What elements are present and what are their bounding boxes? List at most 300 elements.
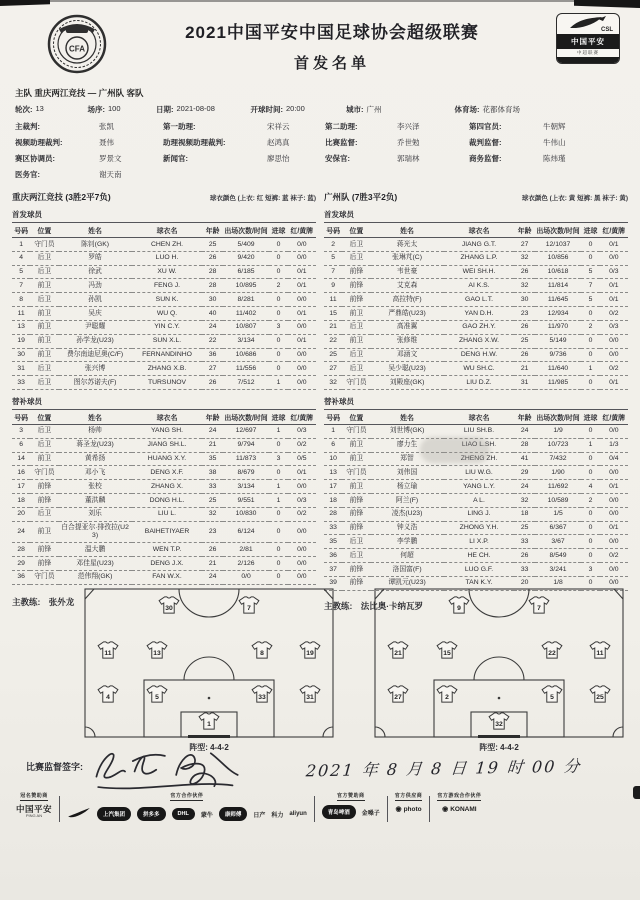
player-cell: 凌杰(U23)	[371, 507, 444, 521]
jersey-11	[589, 641, 611, 659]
player-cell: ZHANG X.	[132, 480, 203, 494]
player-cell: 0	[269, 348, 287, 362]
player-cell: 27	[202, 362, 222, 376]
player-row	[324, 563, 628, 577]
player-cell: LIU D.Z.	[444, 376, 515, 390]
team-columns	[12, 191, 628, 612]
player-cell: FERNANDINHO	[132, 348, 203, 362]
player-cell: 3/134	[223, 480, 270, 494]
player-row	[324, 251, 628, 265]
player-cell: 0/0	[600, 424, 628, 438]
player-cell: GAO L.T.	[444, 293, 515, 307]
player-cell: 0/0	[288, 543, 316, 557]
player-row	[12, 543, 316, 557]
player-cell: SUN X.L.	[132, 334, 203, 348]
player-cell: 4	[581, 480, 599, 494]
player-cell: 0	[581, 507, 599, 521]
away-coach-name: 法比奥·卡纳瓦罗	[360, 600, 424, 611]
field-value: 花都体育场	[482, 105, 520, 114]
player-cell: 11/645	[535, 293, 582, 307]
svg-text:11: 11	[596, 649, 604, 657]
player-cell: 0/0	[288, 376, 316, 390]
player-cell: 1	[269, 480, 287, 494]
player-cell: 12/1037	[535, 238, 582, 252]
player-cell: 1	[581, 362, 599, 376]
field-value: 谢天南	[99, 170, 122, 179]
player-cell: 守门员	[342, 424, 370, 438]
jersey-9	[448, 596, 470, 614]
player-cell: 0	[581, 466, 599, 480]
svg-text:15: 15	[442, 649, 451, 657]
player-cell: 刘殿座(GK)	[371, 376, 444, 390]
jersey-2	[436, 685, 458, 703]
jersey-11	[97, 641, 119, 659]
player-cell: 36	[12, 570, 30, 584]
field-value: 牛朝辉	[543, 122, 566, 131]
svg-text:32: 32	[495, 720, 503, 728]
player-row	[324, 521, 628, 535]
player-cell: 9/794	[223, 438, 270, 452]
player-cell: 前锋	[342, 521, 370, 535]
sponsor-logo-中国平安: 中国平安 PING AN	[16, 804, 53, 819]
player-cell: LIAO L.SH.	[444, 438, 515, 452]
player-cell: 9	[324, 279, 342, 293]
player-cell: 0/0	[223, 570, 270, 584]
player-cell: 27	[514, 238, 534, 252]
player-cell: 0/1	[600, 521, 628, 535]
player-cell: 10/830	[223, 507, 270, 521]
field-value: 2021-08-08	[176, 104, 215, 113]
field-label: 场序:	[87, 105, 105, 114]
player-cell: 1/90	[535, 466, 582, 480]
svg-text:9: 9	[457, 605, 461, 613]
player-row	[12, 265, 316, 279]
player-cell: 0	[581, 549, 599, 563]
player-row	[12, 307, 316, 321]
player-cell: 0/0	[288, 320, 316, 334]
player-cell: 25	[514, 334, 534, 348]
field-label: 安保官:	[325, 154, 350, 163]
player-cell: 图尔苏诺夫(F)	[59, 376, 132, 390]
player-cell: 0/0	[600, 494, 628, 508]
player-cell: FAN W.X.	[132, 570, 203, 584]
player-cell: 张校	[59, 480, 132, 494]
player-cell: 22	[324, 334, 342, 348]
player-row	[12, 293, 316, 307]
sponsor-logo-日产: 日产	[253, 812, 266, 819]
player-cell: 邓佳星(U23)	[59, 557, 132, 571]
player-cell: 孙凯	[59, 293, 132, 307]
player-cell: 26	[202, 376, 222, 390]
player-cell: 0/0	[288, 293, 316, 307]
player-cell: 邓涵文	[371, 348, 444, 362]
player-cell: 蒋光太	[371, 238, 444, 252]
away-subs-title: 替补球员	[324, 396, 354, 406]
player-cell: 0	[581, 334, 599, 348]
player-cell: 0/5	[288, 452, 316, 466]
player-cell: 守门员	[342, 376, 370, 390]
player-row	[324, 362, 628, 376]
player-row	[12, 251, 316, 265]
field-value: 聂伟	[99, 138, 114, 147]
player-cell: 艾克森	[371, 279, 444, 293]
player-cell: 28	[324, 507, 342, 521]
player-cell: 17	[324, 480, 342, 494]
field-label: 主裁判:	[15, 122, 40, 131]
player-cell: 0/3	[600, 265, 628, 279]
player-cell: 10/895	[223, 279, 270, 293]
field-label: 视频助理裁判:	[15, 138, 63, 147]
player-cell: CHEN ZH.	[132, 238, 203, 252]
player-cell: 29	[12, 557, 30, 571]
jersey-5	[541, 685, 563, 703]
player-cell: 30	[12, 348, 30, 362]
player-cell: 24	[202, 570, 222, 584]
player-cell: 张兴博	[59, 362, 132, 376]
player-cell: 吴少聪(U23)	[371, 362, 444, 376]
player-cell: TAN K.Y.	[444, 576, 515, 590]
player-cell: 0	[581, 576, 599, 590]
player-cell: 8/549	[535, 549, 582, 563]
sponsor-logo-aliyun: aliyun	[289, 811, 307, 817]
player-cell: 后卫	[342, 320, 370, 334]
player-cell: LING J.	[444, 507, 515, 521]
player-cell: ZHANG X.W.	[444, 334, 515, 348]
player-cell: 2/81	[223, 543, 270, 557]
player-cell: 0/0	[288, 557, 316, 571]
player-cell: 6/367	[535, 521, 582, 535]
player-cell: 2/126	[223, 557, 270, 571]
player-cell: 5	[581, 265, 599, 279]
player-cell: SUN K.	[132, 293, 203, 307]
svg-text:21: 21	[393, 649, 402, 657]
player-cell: 1/5	[535, 507, 582, 521]
player-cell: 26	[202, 543, 222, 557]
player-cell: 11	[12, 307, 30, 321]
player-cell: 5	[324, 251, 342, 265]
player-row	[12, 362, 316, 376]
player-cell: 前卫	[30, 348, 58, 362]
player-cell: 0/0	[288, 348, 316, 362]
player-cell: JIANG SH.L.	[132, 438, 203, 452]
sponsor-group	[395, 792, 423, 813]
player-cell: 前锋	[342, 563, 370, 577]
sponsor-group	[322, 792, 380, 819]
player-row	[324, 535, 628, 549]
player-cell: 0/1	[600, 279, 628, 293]
cfa-text: CFA	[69, 44, 85, 54]
player-cell: 守门员	[30, 570, 58, 584]
player-cell: 郑智	[371, 452, 444, 466]
player-cell: 30	[514, 293, 534, 307]
player-cell: 0/1	[288, 334, 316, 348]
sponsor-divider	[314, 796, 315, 822]
player-row	[324, 480, 628, 494]
player-cell: YAN D.H.	[444, 307, 515, 321]
player-cell: 0	[581, 535, 599, 549]
sponsor-strip	[0, 792, 640, 823]
player-cell: 28	[202, 279, 222, 293]
player-cell: 0/3	[288, 424, 316, 438]
player-cell: 前卫	[342, 307, 370, 321]
player-row	[12, 480, 316, 494]
player-cell: 前锋	[30, 480, 58, 494]
player-cell: 0	[581, 376, 599, 390]
player-cell: 6	[12, 438, 30, 452]
player-cell: 33	[514, 563, 534, 577]
player-cell: 0	[581, 307, 599, 321]
player-cell: 阿兰(F)	[371, 494, 444, 508]
field-label: 商务监督:	[469, 154, 502, 163]
jersey-22	[541, 641, 563, 659]
player-row	[12, 238, 316, 252]
coach-label: 主教练:	[324, 600, 353, 611]
player-cell: 谭凯元(U23)	[371, 576, 444, 590]
player-row	[12, 424, 316, 438]
player-cell: TURSUNOV	[132, 376, 203, 390]
jersey-7	[528, 596, 550, 614]
jersey-15	[436, 641, 458, 659]
player-cell: 后卫	[342, 238, 370, 252]
home-team-column	[12, 191, 316, 612]
player-cell: 36	[324, 549, 342, 563]
sponsor-divider	[387, 796, 388, 822]
player-cell: 1	[324, 424, 342, 438]
player-cell: 前锋	[342, 279, 370, 293]
player-cell: ZHANG L.P.	[444, 251, 515, 265]
player-row	[324, 549, 628, 563]
sponsor-logo-金嗓子: 金嗓子	[361, 810, 380, 817]
jersey-33	[251, 685, 273, 703]
player-cell: 28	[202, 265, 222, 279]
player-cell: 杨帅	[59, 424, 132, 438]
player-cell: 吴庆	[59, 307, 132, 321]
player-cell: 0/2	[600, 307, 628, 321]
field-label: 城市:	[346, 105, 364, 114]
player-cell: 2	[324, 238, 342, 252]
player-cell: LIU SH.B.	[444, 424, 515, 438]
player-cell: 严鼎皓(U23)	[371, 307, 444, 321]
player-cell: 0	[581, 521, 599, 535]
player-cell: WEI SH.H.	[444, 265, 515, 279]
sponsor-logo-青岛啤酒: 青岛啤酒	[322, 805, 356, 819]
player-cell: 温大鹏	[59, 543, 132, 557]
player-cell: 41	[514, 452, 534, 466]
player-cell: ZHENG ZH.	[444, 452, 515, 466]
player-cell: 4	[12, 251, 30, 265]
field-label: 轮次:	[15, 105, 33, 114]
coach-label: 主教练:	[12, 596, 41, 607]
player-cell: 39	[324, 576, 342, 590]
player-cell: 0/1	[600, 480, 628, 494]
player-cell: 前锋	[30, 494, 58, 508]
player-cell: 13	[12, 320, 30, 334]
player-row	[12, 452, 316, 466]
sponsor-logo-konami: ◉ KONAMI	[442, 805, 477, 813]
home-starters-title: 首发球员	[12, 210, 42, 219]
player-row	[324, 334, 628, 348]
player-cell: LUO H.	[132, 251, 203, 265]
player-cell: 后卫	[30, 265, 58, 279]
jersey-13	[146, 641, 168, 659]
player-cell: 32	[514, 251, 534, 265]
player-cell: 前卫	[342, 334, 370, 348]
player-cell: 0	[581, 452, 599, 466]
player-cell: 13	[324, 466, 342, 480]
sponsor-circle-icon: ◉	[395, 806, 402, 813]
sponsor-group	[437, 792, 481, 813]
player-cell: 0/0	[600, 334, 628, 348]
player-cell: 21	[514, 362, 534, 376]
player-cell: 9/736	[535, 348, 582, 362]
home-starters-table	[12, 222, 316, 390]
player-cell: 3	[269, 452, 287, 466]
player-cell: 24	[514, 480, 534, 494]
player-cell: 董洪麟	[59, 494, 132, 508]
player-row	[324, 279, 628, 293]
player-cell: 后卫	[30, 424, 58, 438]
teams-line: 主队 重庆两江竞技 — 广州队 客队	[15, 88, 144, 98]
player-cell: 0/1	[600, 376, 628, 390]
field-value: 李兴泽	[397, 122, 420, 131]
player-cell: 8	[12, 293, 30, 307]
player-cell: 33	[324, 521, 342, 535]
player-cell: 0	[269, 293, 287, 307]
player-cell: A L.	[444, 494, 515, 508]
player-cell: 0/1	[288, 265, 316, 279]
sponsor-group-header: 官方游戏合作伙伴	[437, 793, 482, 799]
svg-text:2: 2	[444, 693, 449, 701]
player-cell: 33	[12, 376, 30, 390]
player-cell: 26	[514, 265, 534, 279]
svg-text:31: 31	[306, 693, 315, 701]
player-cell: 何超	[371, 549, 444, 563]
sponsor-logo-科力: 科力	[271, 812, 284, 819]
player-cell: 31	[12, 362, 30, 376]
csl-badge-footer	[557, 57, 619, 63]
player-cell: 后卫	[30, 362, 58, 376]
player-row	[324, 376, 628, 390]
player-cell: 9/420	[223, 251, 270, 265]
table-header: 号码 位置 姓名 球衣名 年龄 出场次数/时间 进球 红/黄牌	[324, 409, 628, 424]
player-cell: 2	[581, 494, 599, 508]
player-cell: 0/0	[288, 251, 316, 265]
player-cell: 后卫	[342, 535, 370, 549]
field-label: 日期:	[156, 105, 174, 114]
player-cell: 12/697	[223, 424, 270, 438]
player-cell: 1	[12, 238, 30, 252]
player-cell: 前卫	[30, 334, 58, 348]
field-value: 宋祥云	[267, 122, 290, 131]
player-cell: 32	[202, 507, 222, 521]
player-cell: 35	[324, 535, 342, 549]
player-row	[12, 466, 316, 480]
player-cell: 25	[202, 494, 222, 508]
player-cell: 1/9	[535, 424, 582, 438]
player-cell: 廖力生	[371, 438, 444, 452]
player-cell: 5	[12, 265, 30, 279]
player-cell: 6/185	[223, 265, 270, 279]
player-cell: 洛国富(F)	[371, 563, 444, 577]
player-cell: 38	[202, 466, 222, 480]
player-cell: 5/149	[535, 334, 582, 348]
svg-text:19: 19	[306, 649, 315, 657]
player-cell: 24	[202, 424, 222, 438]
csl-dragon-icon	[557, 14, 619, 34]
player-cell: 35	[202, 452, 222, 466]
player-cell: 前锋	[30, 557, 58, 571]
csl-badge-line1: 中国平安	[557, 34, 619, 49]
player-cell: 28	[12, 543, 30, 557]
svg-text:11: 11	[104, 649, 112, 657]
player-cell: 27	[324, 362, 342, 376]
player-cell: 7/432	[535, 452, 582, 466]
player-cell: 10/618	[535, 265, 582, 279]
player-cell: YANG L.Y.	[444, 480, 515, 494]
sponsor-group	[67, 792, 307, 823]
player-cell: 14	[12, 452, 30, 466]
player-cell: 0	[269, 521, 287, 543]
field-label: 赛区协调员:	[15, 154, 55, 163]
jersey-4	[97, 685, 119, 703]
player-cell: 0	[269, 466, 287, 480]
player-cell: 23	[202, 521, 222, 543]
sponsor-logo-康师傅: 康师傅	[219, 807, 248, 821]
player-cell: 0/0	[288, 521, 316, 543]
player-cell: 守门员	[30, 238, 58, 252]
player-cell: 后卫	[30, 293, 58, 307]
player-cell: 3/67	[535, 535, 582, 549]
field-value: 郭瑞林	[397, 154, 420, 163]
player-cell: HE CH.	[444, 549, 515, 563]
player-cell: 11/640	[535, 362, 582, 376]
field-label: 裁判监督:	[469, 138, 502, 147]
player-cell: DENG X.F.	[132, 466, 203, 480]
player-cell: 16	[12, 466, 30, 480]
home-subs-title: 替补球员	[12, 396, 42, 406]
player-cell: 后卫	[30, 507, 58, 521]
player-cell: WU SH.C.	[444, 362, 515, 376]
svg-text:7: 7	[247, 605, 251, 613]
jersey-27	[387, 685, 409, 703]
svg-text:13: 13	[152, 649, 161, 657]
player-cell: 18	[514, 507, 534, 521]
player-cell: 20	[12, 507, 30, 521]
signature-row	[26, 744, 582, 794]
player-cell: JIANG G.T.	[444, 238, 515, 252]
player-row	[324, 320, 628, 334]
player-cell: LIU L.	[132, 507, 203, 521]
jersey-1	[198, 712, 220, 730]
player-cell: 0	[269, 238, 287, 252]
player-row	[12, 557, 316, 571]
player-cell: 0	[269, 265, 287, 279]
player-cell: DENG J.X.	[132, 557, 203, 571]
player-cell: 白合提亚尔·排孜拉(U23)	[59, 521, 132, 543]
field-value: 牛伟山	[543, 138, 566, 147]
sponsor-circle-icon: ◉	[442, 806, 449, 813]
player-row	[12, 507, 316, 521]
sponsor-group-header: 官方供应商	[394, 793, 423, 799]
player-cell: 26	[514, 320, 534, 334]
field-label: 第二助理:	[325, 122, 358, 131]
player-cell: 邓小飞	[59, 466, 132, 480]
table-header: 号码 位置 姓名 球衣名 年龄 出场次数/时间 进球 红/黄牌	[324, 223, 628, 238]
away-starters-table	[324, 222, 628, 390]
player-cell: 0/3	[600, 320, 628, 334]
player-cell: 0	[269, 507, 287, 521]
player-cell: FENG J.	[132, 279, 203, 293]
